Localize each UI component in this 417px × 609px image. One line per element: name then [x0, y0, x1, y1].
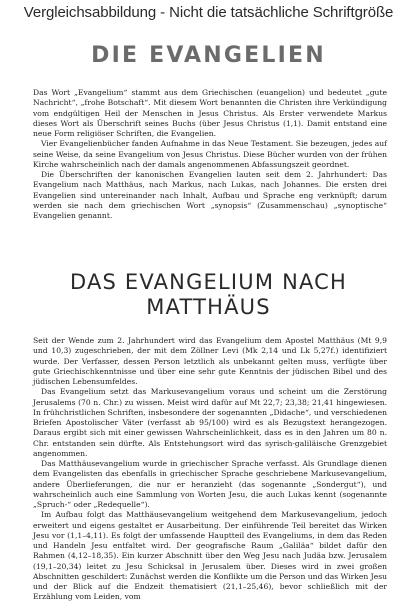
paragraph: Das Evangelium setzt das Markusevangelium voraus und scheint um die Zerstörung Jerusalems (70 n. Chr.) zu wissen. Meist wird dafür auf Mt 22,7; 23,38; 21,41 hingewiesen. In frühchristlichen Schriften, insbesondere der sogenannten „Didache“, und verschiedenen Briefen Apostolischer Väter (verfasst ab 95/100) wird es als Bezugstext herangezogen. Daraus ergibt sich mit einer gewissen Wahrscheinlichkeit, dass es in den Jahren um 80 n. Chr. entstanden sein dürfte. Als Entstehungsort wird das syrisch-galiläische Grenzgebiet angenommen. [33, 387, 387, 458]
section-heading [0, 270, 417, 320]
paragraph: Das Matthäusevangelium wurde in griechischer Sprache verfasst. Als Grundlage dienen dem Evangelisten das ebenfalls in griechischer Sprache geschriebene Markusevangelium, andere Überlieferungen, die nur er heranzieht (das sogenannte „Sondergut“), und wahrscheinlich auch eine Sammlung von Worten Jesu, die auch Lukas kennt (sogenannte „Spruch-“ oder „Redequelle“). [33, 459, 387, 509]
section-heading-line: MATTHÄUS [146, 295, 271, 319]
main-heading: DIE EVANGELIEN [91, 43, 326, 68]
section-heading-line: DAS EVANGELIUM NACH [69, 270, 348, 294]
paragraph: Die Überschriften der kanonischen Evangelien lauten seit dem 2. Jahrhundert: Das Evangelium nach Matthäus, nach Markus, nach Lukas, nach Johannes. Die ersten drei Evangelien sind untereinander nach Inhalt, Aufbau und Sprache eng verknüpft; darum werden sie nach dem griechischen Wort „synopsis“ (Zusammenschau) „synoptische“ Evangelien genannt. [33, 170, 387, 220]
paragraph: Das Wort „Evangelium“ stammt aus dem Griechischen (euangelion) und bedeutet „gute Nachricht“, „frohe Botschaft“. Mit diesem Wort benannten die Christen ihre Verkündigung vom endgültigen Heil der Menschen in Jesus Christus. Als Erster verwendete Markus dieses Wort als Überschrift seines Buchs (über Jesus Christus (1,1). Damit entstand eine neue Form religiöser Schriften, die Evangelien. [33, 88, 387, 138]
intro-section [33, 88, 387, 221]
paragraph: Seit der Wende zum 2. Jahrhundert wird das Evangelium dem Apostel Matthäus (Mt 9,9 und 10,3) zugeschrieben, der mit dem Zöllner Levi (Mk 2,14 und Lk 5,27f.) identifiziert wurde. Der Verfasser, dessen Person letztlich als unbekannt gelten muss, verfügte über gute Griechischkenntnisse und über eine sehr gute Kenntnis der jüdischen Bibel und des jüdischen Lebensumfeldes. [33, 336, 387, 386]
comparison-notice: Vergleichsabbildung - Nicht die tatsächliche Schriftgröße [23, 4, 394, 21]
paragraph: Im Aufbau folgt das Matthäusevangelium weitgehend dem Markusevangelium, jedoch erweitert und eigens gestaltet er Ausarbeitung. Der einführende Teil bereitet das Wirken Jesu vor (1,1–4,11). Es folgt der umfassende Hauptteil des Evangeliums, in dem das Reden und Handeln Jesu entfaltet wird. Der geografische Raum „Galiläa“ bildet dafür den Rahmen (4,12–18,35). Ein kurzer Abschnitt über den Weg Jesu nach Judäa bzw. Jerusalem (19,1–20,34) leitet zu Jesu Schicksal in Jerusalem über. Dieses wird in zwei großen Abschnitten geschildert: Zunächst werden die Konflikte um die Person und das Wirken Jesu und der Blick auf die Endzeit thematisiert (21,1–25,46), bevor schließlich mit der Erzählung vom Leiden, vom [33, 510, 388, 602]
matthew-section [33, 336, 387, 603]
paragraph: Vier Evangelienbücher fanden Aufnahme in das Neue Testament. Sie bezeugen, jedes auf seine Weise, da seine Evangelium von Jesus Christus. Diese Bücher wurden von der frühen Kirche wahrscheinlich nach der damals angenommenen Abfassungszeit geordnet. [33, 139, 387, 169]
